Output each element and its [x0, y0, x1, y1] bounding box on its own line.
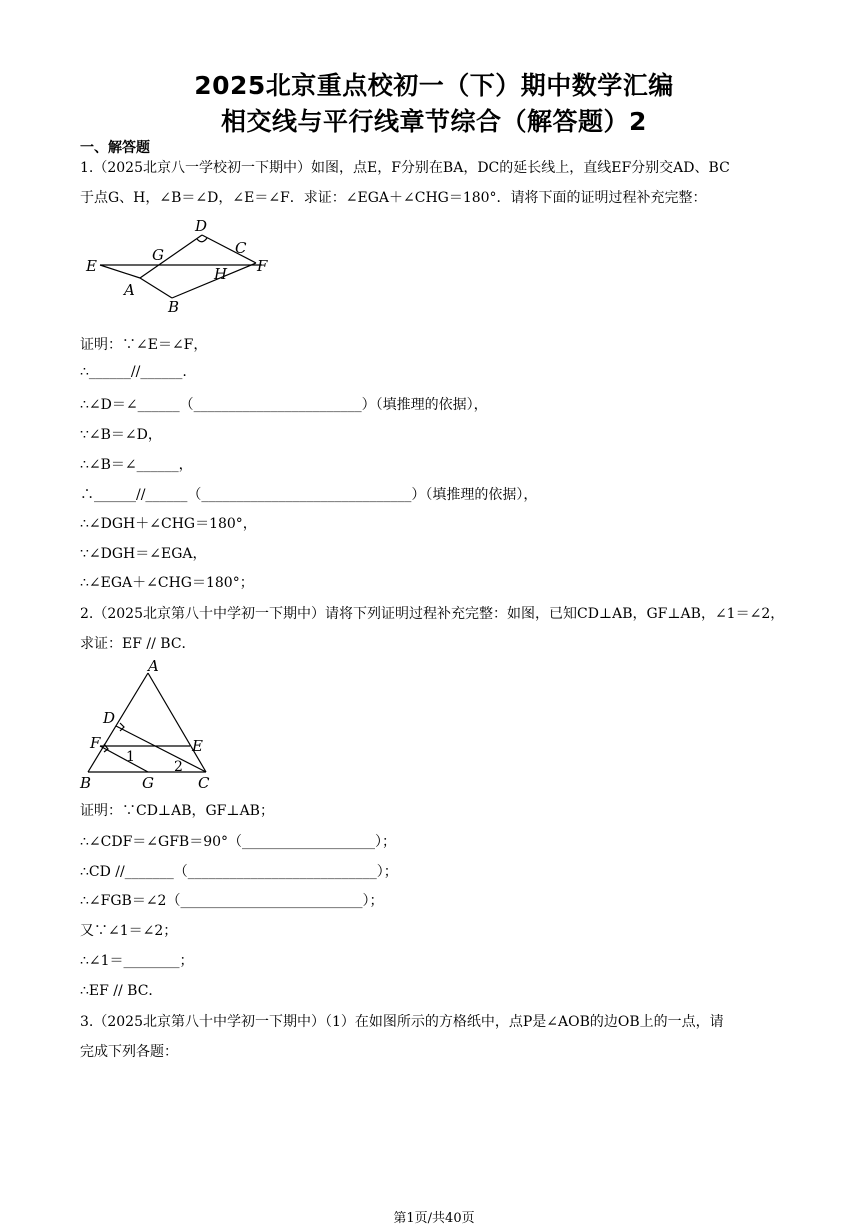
- q2-proof-4: ∴∠FGB＝∠2（__________________________）；: [80, 893, 384, 909]
- label-G: G: [152, 246, 164, 264]
- q1-proof-6: ∴______//______（______________________________）（填推理的依据），: [80, 487, 538, 503]
- page-title-line1: 2025北京重点校初一（下）期中数学汇编: [194, 71, 674, 100]
- label-angle-2: 2: [174, 759, 183, 775]
- label-D: D: [103, 709, 116, 727]
- q1-proof-3: ∴∠D＝∠______（________________________）（填推理的依据），: [80, 397, 488, 413]
- q2-proof-7: ∴EF // BC．: [80, 983, 163, 999]
- label-angle-1: 1: [126, 749, 135, 765]
- q1-proof-4: ∵∠B＝∠D，: [80, 427, 162, 443]
- line-AB: [88, 673, 148, 772]
- label-C: C: [235, 239, 247, 257]
- q2-proof-5: 又∵∠1＝∠2；: [80, 923, 178, 939]
- q3-text-line1: 3.（2025北京第八十中学初一下期中）（1）在如图所示的方格纸中，点P是∠AOB的边OB上的一点，请: [80, 1014, 724, 1030]
- line-AD: [140, 235, 202, 278]
- q1-proof-7: ∴∠DGH＋∠CHG＝180°，: [80, 516, 257, 532]
- q3-text-line2: 完成下列各题：: [80, 1044, 178, 1060]
- q1-proof-8: ∵∠DGH＝∠EGA，: [80, 546, 207, 562]
- label-C: C: [198, 774, 210, 792]
- section-heading: 一、解答题: [80, 140, 150, 156]
- label-G: G: [142, 774, 154, 792]
- line-DC: [202, 235, 256, 263]
- q1-text-line2: 于点G、H，∠B＝∠D，∠E＝∠F．求证：∠EGA＋∠CHG＝180°．请将下面的证明过程补充完整：: [80, 190, 707, 206]
- q2-figure: [78, 655, 218, 795]
- q2-text-line2: 求证：EF // BC．: [80, 636, 196, 652]
- line-AB: [140, 278, 172, 298]
- q1-proof-1: 证明：∵∠E＝∠F，: [80, 337, 208, 353]
- line-EA: [100, 265, 140, 278]
- q1-proof-9: ∴∠EGA＋∠CHG＝180°；: [80, 575, 254, 591]
- label-E: E: [86, 257, 97, 275]
- q2-proof-1: 证明：∵CD⊥AB，GF⊥AB；: [80, 803, 274, 819]
- label-D: D: [195, 217, 208, 235]
- label-A: A: [124, 281, 135, 299]
- angle-D-arc: [197, 238, 207, 242]
- q2-proof-6: ∴∠1＝________；: [80, 953, 194, 969]
- page-title-line2: 相交线与平行线章节综合（解答题）2: [221, 107, 647, 136]
- page-footer: 第1页/共40页: [393, 1211, 475, 1226]
- q1-proof-2: ∴______//______.: [80, 364, 187, 380]
- label-E: E: [192, 737, 203, 755]
- label-F: F: [257, 257, 268, 275]
- label-B: B: [168, 298, 180, 316]
- q2-proof-2: ∴∠CDF＝∠GFB＝90°（___________________）；: [80, 834, 397, 850]
- q2-text-line1: 2.（2025北京第八十中学初一下期中）请将下列证明过程补充完整：如图，已知CD⊥AB，GF⊥AB，∠1＝∠2，: [80, 606, 785, 622]
- label-F: F: [90, 734, 101, 752]
- q1-proof-5: ∴∠B＝∠______，: [80, 457, 193, 473]
- label-A: A: [148, 657, 159, 675]
- label-B: B: [80, 774, 92, 792]
- label-H: H: [214, 265, 228, 283]
- q1-figure: [80, 215, 280, 315]
- q1-text-line1: 1.（2025北京八一学校初一下期中）如图，点E，F分别在BA，DC的延长线上，直线EF分别交AD、BC: [80, 160, 730, 176]
- q2-proof-3: ∴CD //_______（___________________________）；: [80, 864, 398, 880]
